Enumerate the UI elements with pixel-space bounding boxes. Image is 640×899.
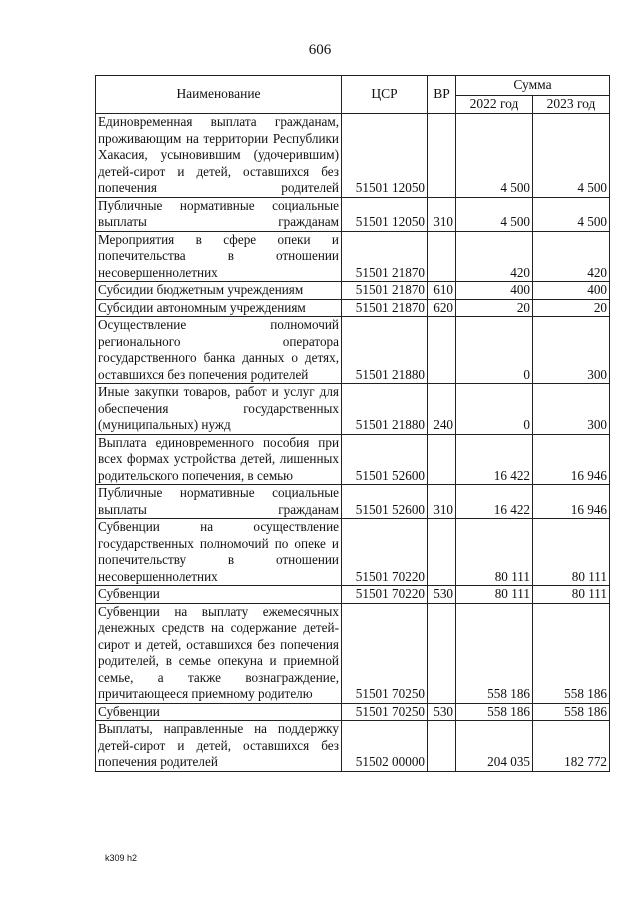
row-csr: 51501 70250 xyxy=(342,603,428,703)
row-sum-2022: 0 xyxy=(456,317,533,384)
row-vr xyxy=(428,603,456,703)
row-sum-2023: 400 xyxy=(533,282,610,300)
row-vr xyxy=(428,231,456,282)
header-csr: ЦСР xyxy=(342,76,428,114)
table-row xyxy=(96,434,610,485)
header-year-2022: 2022 год xyxy=(456,96,533,114)
row-name: Выплата единовременного пособия при всех формах устройства детей, лишенных родительского попечения, в семью xyxy=(96,434,342,485)
table-row xyxy=(96,586,610,604)
row-sum-2023: 16 946 xyxy=(533,485,610,519)
table-row xyxy=(96,299,610,317)
table-row xyxy=(96,317,610,384)
table-row xyxy=(96,485,610,519)
header-year-2023: 2023 год xyxy=(533,96,610,114)
row-csr: 51501 52600 xyxy=(342,485,428,519)
row-sum-2022: 80 111 xyxy=(456,519,533,586)
table-row xyxy=(96,114,610,198)
row-vr: 620 xyxy=(428,299,456,317)
row-csr: 51501 12050 xyxy=(342,114,428,198)
row-sum-2023: 300 xyxy=(533,317,610,384)
row-vr: 530 xyxy=(428,586,456,604)
table-row xyxy=(96,721,610,772)
table-body xyxy=(96,114,610,772)
row-csr: 51501 21870 xyxy=(342,231,428,282)
row-sum-2022: 80 111 xyxy=(456,586,533,604)
row-vr xyxy=(428,114,456,198)
row-csr: 51501 52600 xyxy=(342,434,428,485)
table-row xyxy=(96,703,610,721)
table-row xyxy=(96,519,610,586)
row-vr xyxy=(428,519,456,586)
row-csr: 51501 12050 xyxy=(342,197,428,231)
footer-code: k309 h2 xyxy=(105,853,138,863)
row-sum-2023: 558 186 xyxy=(533,703,610,721)
header-vr: ВР xyxy=(428,76,456,114)
row-sum-2022: 400 xyxy=(456,282,533,300)
header-name: Наименование xyxy=(96,76,342,114)
row-csr: 51501 21880 xyxy=(342,317,428,384)
row-name: Субсидии автономным учреждениям xyxy=(96,299,342,317)
row-csr: 51501 70220 xyxy=(342,586,428,604)
row-sum-2022: 0 xyxy=(456,384,533,435)
row-name: Мероприятия в сфере опеки и попечительства в отношении несовершеннолетних xyxy=(96,231,342,282)
row-csr: 51501 21870 xyxy=(342,282,428,300)
row-sum-2023: 4 500 xyxy=(533,197,610,231)
row-name: Публичные нормативные социальные выплаты гражданам xyxy=(96,485,342,519)
row-sum-2023: 420 xyxy=(533,231,610,282)
row-sum-2023: 80 111 xyxy=(533,586,610,604)
row-sum-2022: 4 500 xyxy=(456,197,533,231)
row-vr xyxy=(428,317,456,384)
row-csr: 51501 70220 xyxy=(342,519,428,586)
row-sum-2023: 300 xyxy=(533,384,610,435)
row-vr: 310 xyxy=(428,485,456,519)
row-name: Субвенции на осуществление государственных полномочий по опеке и попечительству в отношении несовершеннолетних xyxy=(96,519,342,586)
table-row xyxy=(96,231,610,282)
row-name: Иные закупки товаров, работ и услуг для обеспечения государственных (муниципальных) нужд xyxy=(96,384,342,435)
row-csr: 51501 21880 xyxy=(342,384,428,435)
row-vr xyxy=(428,721,456,772)
row-name: Субвенции xyxy=(96,586,342,604)
row-sum-2023: 182 772 xyxy=(533,721,610,772)
header-sum: Сумма xyxy=(456,76,610,96)
row-sum-2023: 80 111 xyxy=(533,519,610,586)
table-row xyxy=(96,384,610,435)
row-sum-2023: 16 946 xyxy=(533,434,610,485)
row-sum-2022: 16 422 xyxy=(456,485,533,519)
row-sum-2023: 20 xyxy=(533,299,610,317)
row-sum-2022: 420 xyxy=(456,231,533,282)
row-name: Субвенции xyxy=(96,703,342,721)
row-csr: 51502 00000 xyxy=(342,721,428,772)
table-row xyxy=(96,603,610,703)
table-row xyxy=(96,282,610,300)
row-name: Осуществление полномочий регионального оператора государственного банка данных о детях, оставшихся без попечения родителей xyxy=(96,317,342,384)
row-sum-2022: 558 186 xyxy=(456,703,533,721)
row-vr: 310 xyxy=(428,197,456,231)
table-header xyxy=(96,76,610,114)
row-vr: 530 xyxy=(428,703,456,721)
row-vr: 240 xyxy=(428,384,456,435)
row-vr: 610 xyxy=(428,282,456,300)
table-row xyxy=(96,197,610,231)
row-name: Субвенции на выплату ежемесячных денежных средств на содержание детей-сирот и детей, оставшихся без попечения родителей, в семье опекуна и приемной семье, а также вознаграждение, причитающееся приемному родителю xyxy=(96,603,342,703)
row-sum-2022: 20 xyxy=(456,299,533,317)
row-sum-2022: 16 422 xyxy=(456,434,533,485)
row-name: Единовременная выплата гражданам, проживающим на территории Республики Хакасия, усыновившим (удочерившим) детей-сирот и детей, оставшихся без попечения родителей xyxy=(96,114,342,198)
row-sum-2022: 204 035 xyxy=(456,721,533,772)
row-sum-2022: 558 186 xyxy=(456,603,533,703)
row-name: Выплаты, направленные на поддержку детей-сирот и детей, оставшихся без попечения родителей xyxy=(96,721,342,772)
page-number: 606 xyxy=(308,42,332,58)
row-name: Публичные нормативные социальные выплаты гражданам xyxy=(96,197,342,231)
row-vr xyxy=(428,434,456,485)
row-csr: 51501 70250 xyxy=(342,703,428,721)
budget-table xyxy=(95,75,610,772)
row-sum-2023: 558 186 xyxy=(533,603,610,703)
row-sum-2023: 4 500 xyxy=(533,114,610,198)
row-name: Субсидии бюджетным учреждениям xyxy=(96,282,342,300)
row-sum-2022: 4 500 xyxy=(456,114,533,198)
row-csr: 51501 21870 xyxy=(342,299,428,317)
